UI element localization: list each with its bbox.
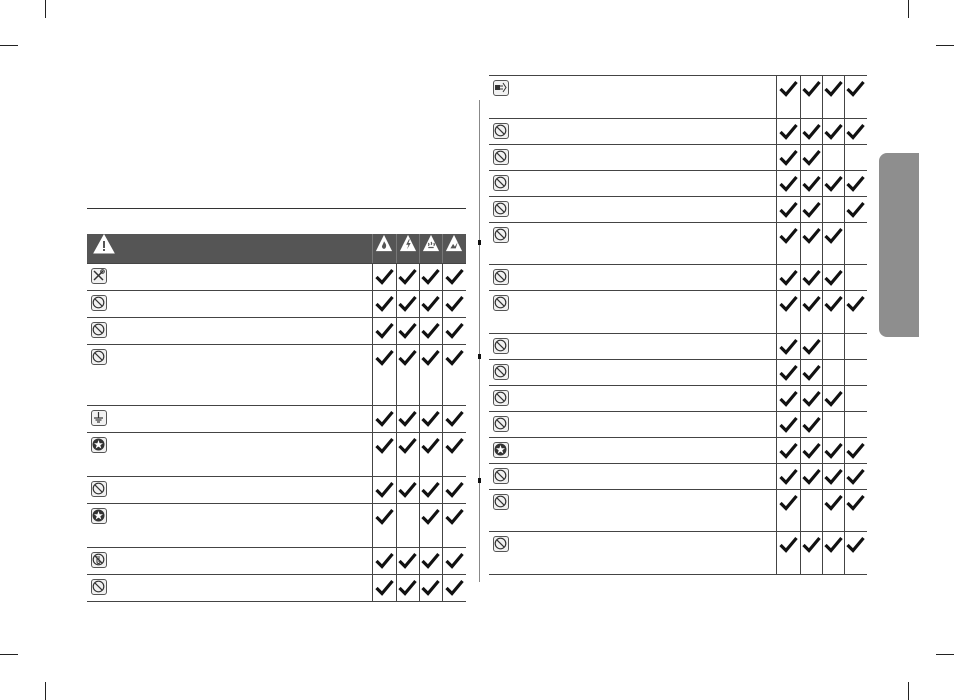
crop-mark: [936, 45, 954, 46]
checkmark-icon: [777, 149, 800, 166]
table-row: [87, 405, 466, 432]
checkmark-icon: [823, 175, 844, 192]
mandatory-star-icon: [493, 442, 509, 458]
checkmark-icon: [823, 269, 844, 286]
prohibited-icon: [493, 494, 509, 510]
checkmark-icon: [823, 295, 844, 312]
checkmark-cell: [822, 489, 844, 532]
table-row: [489, 222, 867, 265]
row-icon-cell: [489, 359, 776, 385]
checkmark-icon: [801, 536, 822, 553]
checkmark-cell: [372, 547, 396, 574]
prohibited-icon: [493, 269, 509, 285]
fire-hazard-icon: [375, 234, 393, 252]
checkmark-icon: [443, 268, 467, 285]
checkmark-cell: [396, 476, 419, 503]
checkmark-icon: [373, 552, 396, 569]
checkmark-cell: [396, 405, 419, 432]
checkmark-icon: [845, 123, 868, 140]
checkmark-icon: [397, 437, 419, 454]
checkmark-cell: [776, 385, 800, 411]
table-row: [489, 76, 867, 119]
row-icon-cell: [489, 76, 776, 119]
checkmark-icon: [397, 268, 419, 285]
checkmark-icon: [420, 552, 442, 569]
checkmark-cell: [442, 291, 466, 318]
checkmark-cell: [372, 574, 396, 601]
empty-cell: [844, 144, 867, 170]
checkmark-icon: [845, 494, 868, 511]
checkmark-cell: [800, 359, 822, 385]
checkmark-cell: [800, 532, 822, 575]
checkmark-icon: [777, 123, 800, 140]
checkmark-cell: [844, 291, 867, 334]
checkmark-icon: [845, 175, 868, 192]
checkmark-cell: [844, 489, 867, 532]
row-icon-cell: [489, 385, 776, 411]
checkmark-cell: [419, 432, 442, 476]
checkmark-icon: [443, 349, 467, 366]
crop-mark: [45, 0, 46, 18]
checkmark-cell: [776, 411, 800, 437]
checkmark-cell: [800, 265, 822, 291]
empty-cell: [844, 411, 867, 437]
prohibited-icon: [493, 338, 509, 354]
table-row: [87, 503, 466, 547]
checkmark-cell: [442, 318, 466, 345]
checkmark-cell: [419, 503, 442, 547]
checkmark-icon: [801, 442, 822, 459]
checkmark-cell: [822, 222, 844, 265]
checkmark-icon: [823, 468, 844, 485]
row-icon-cell: [489, 144, 776, 170]
empty-cell: [396, 503, 419, 547]
checkmark-icon: [777, 295, 800, 312]
header-fire-cell: [372, 234, 396, 264]
checkmark-cell: [776, 144, 800, 170]
checkmark-cell: [776, 291, 800, 334]
checkmark-icon: [443, 322, 467, 339]
checkmark-icon: [777, 201, 800, 218]
row-icon-cell: [489, 170, 776, 196]
crop-mark: [908, 0, 909, 18]
prohibited-icon: [493, 201, 509, 217]
row-icon-cell: [489, 291, 776, 334]
checkmark-icon: [373, 508, 396, 525]
prohibited-icon: [493, 295, 509, 311]
checkmark-cell: [844, 76, 867, 119]
checkmark-cell: [800, 411, 822, 437]
empty-cell: [844, 265, 867, 291]
checkmark-icon: [801, 416, 822, 433]
warning-icon: [93, 234, 115, 254]
row-icon-cell: [489, 118, 776, 144]
checkmark-icon: [823, 227, 844, 244]
checkmark-cell: [372, 318, 396, 345]
checkmark-cell: [396, 574, 419, 601]
checkmark-icon: [373, 410, 396, 427]
table-row: [489, 411, 867, 437]
checkmark-cell: [822, 170, 844, 196]
checkmark-icon: [845, 295, 868, 312]
mandatory-star-icon: [91, 437, 107, 453]
checkmark-cell: [372, 405, 396, 432]
checkmark-icon: [420, 579, 442, 596]
checkmark-icon: [845, 468, 868, 485]
hot-surface-icon: [422, 234, 440, 252]
checkmark-cell: [442, 476, 466, 503]
checkmark-cell: [844, 118, 867, 144]
checkmark-cell: [442, 547, 466, 574]
prohibited-icon: [91, 295, 107, 311]
checkmark-icon: [397, 552, 419, 569]
checkmark-icon: [777, 175, 800, 192]
row-icon-cell: [489, 463, 776, 489]
prohibited-icon: [91, 322, 107, 338]
checkmark-cell: [396, 547, 419, 574]
checkmark-cell: [822, 76, 844, 119]
checkmark-cell: [844, 463, 867, 489]
row-icon-cell: [489, 437, 776, 463]
checkmark-cell: [442, 345, 466, 406]
checkmark-cell: [372, 432, 396, 476]
table-row: [87, 291, 466, 318]
checkmark-cell: [419, 547, 442, 574]
table-row: [489, 437, 867, 463]
row-icon-cell: [87, 574, 372, 601]
row-icon-cell: [87, 318, 372, 345]
crop-mark: [45, 682, 46, 700]
checkmark-icon: [420, 481, 442, 498]
row-icon-cell: [87, 476, 372, 503]
table-row: [87, 547, 466, 574]
section-rule: [87, 208, 466, 209]
checkmark-cell: [776, 196, 800, 222]
checkmark-cell: [800, 118, 822, 144]
prohibited-icon: [493, 468, 509, 484]
table-row: [489, 118, 867, 144]
table-row: [489, 359, 867, 385]
checkmark-icon: [823, 442, 844, 459]
checkmark-icon: [777, 390, 800, 407]
checkmark-cell: [372, 476, 396, 503]
checkmark-cell: [776, 437, 800, 463]
table-row: [489, 333, 867, 359]
row-icon-cell: [489, 222, 776, 265]
checkmark-icon: [443, 508, 467, 525]
checkmark-icon: [443, 579, 467, 596]
checkmark-cell: [442, 405, 466, 432]
prohibited-icon: [91, 579, 107, 595]
prohibited-icon: [493, 364, 509, 380]
checkmark-cell: [822, 265, 844, 291]
checkmark-cell: [442, 264, 466, 291]
checkmark-icon: [845, 442, 868, 459]
checkmark-icon: [823, 536, 844, 553]
checkmark-icon: [397, 579, 419, 596]
prohibited-icon: [493, 175, 509, 191]
checkmark-cell: [396, 318, 419, 345]
checkmark-cell: [800, 196, 822, 222]
row-icon-cell: [87, 405, 372, 432]
checkmark-icon: [777, 494, 800, 511]
checkmark-icon: [823, 390, 844, 407]
table-row: [489, 196, 867, 222]
checkmark-cell: [776, 463, 800, 489]
checkmark-icon: [420, 410, 442, 427]
checkmark-cell: [419, 291, 442, 318]
table-row: [489, 489, 867, 532]
left-safety-table: [87, 234, 466, 602]
checkmark-cell: [800, 291, 822, 334]
checkmark-cell: [822, 291, 844, 334]
checkmark-icon: [777, 536, 800, 553]
row-icon-cell: [489, 333, 776, 359]
checkmark-icon: [373, 437, 396, 454]
checkmark-cell: [776, 170, 800, 196]
checkmark-icon: [845, 536, 868, 553]
checkmark-cell: [822, 118, 844, 144]
table-row: [87, 574, 466, 601]
checkmark-icon: [801, 149, 822, 166]
checkmark-icon: [443, 481, 467, 498]
checkmark-icon: [420, 349, 442, 366]
checkmark-icon: [443, 437, 467, 454]
checkmark-cell: [776, 265, 800, 291]
checkmark-cell: [800, 144, 822, 170]
empty-cell: [844, 385, 867, 411]
crop-mark: [908, 682, 909, 700]
header-warning-cell: [87, 234, 372, 264]
checkmark-cell: [396, 345, 419, 406]
checkmark-cell: [396, 291, 419, 318]
checkmark-cell: [776, 222, 800, 265]
checkmark-icon: [373, 481, 396, 498]
checkmark-cell: [419, 264, 442, 291]
empty-cell: [844, 222, 867, 265]
no-touch-icon: [91, 552, 107, 568]
checkmark-icon: [397, 410, 419, 427]
checkmark-icon: [801, 227, 822, 244]
row-icon-cell: [87, 345, 372, 406]
checkmark-icon: [373, 295, 396, 312]
tools-icon: [91, 268, 107, 284]
checkmark-icon: [801, 123, 822, 140]
checkmark-icon: [443, 295, 467, 312]
checkmark-cell: [800, 437, 822, 463]
checkmark-icon: [823, 494, 844, 511]
checkmark-icon: [801, 175, 822, 192]
prohibited-icon: [493, 149, 509, 165]
checkmark-cell: [419, 476, 442, 503]
checkmark-icon: [420, 295, 442, 312]
checkmark-cell: [800, 170, 822, 196]
checkmark-cell: [372, 264, 396, 291]
row-icon-cell: [87, 503, 372, 547]
table-row: [87, 345, 466, 406]
checkmark-icon: [397, 349, 419, 366]
row-icon-cell: [489, 196, 776, 222]
checkmark-cell: [419, 574, 442, 601]
checkmark-icon: [443, 410, 467, 427]
checkmark-icon: [845, 201, 868, 218]
checkmark-icon: [801, 364, 822, 381]
checkmark-icon: [777, 338, 800, 355]
checkmark-cell: [396, 264, 419, 291]
prohibited-icon: [91, 481, 107, 497]
checkmark-cell: [800, 333, 822, 359]
checkmark-icon: [823, 123, 844, 140]
checkmark-cell: [419, 405, 442, 432]
checkmark-icon: [777, 364, 800, 381]
checkmark-cell: [776, 118, 800, 144]
checkmark-icon: [823, 80, 844, 97]
chapter-side-tab: [879, 153, 919, 337]
registration-dot: [478, 354, 481, 359]
checkmark-cell: [372, 345, 396, 406]
table-header-row: [87, 234, 466, 264]
crop-mark: [936, 654, 954, 655]
checkmark-icon: [801, 338, 822, 355]
header-electric-cell: [396, 234, 419, 264]
checkmark-icon: [373, 579, 396, 596]
empty-cell: [822, 196, 844, 222]
checkmark-cell: [776, 532, 800, 575]
checkmark-icon: [845, 80, 868, 97]
table-row: [489, 265, 867, 291]
row-icon-cell: [87, 264, 372, 291]
row-icon-cell: [489, 489, 776, 532]
checkmark-icon: [397, 481, 419, 498]
row-icon-cell: [87, 291, 372, 318]
prohibited-icon: [91, 349, 107, 365]
table-row: [489, 463, 867, 489]
checkmark-cell: [776, 359, 800, 385]
checkmark-cell: [776, 489, 800, 532]
prohibited-icon: [493, 416, 509, 432]
checkmark-icon: [420, 268, 442, 285]
row-icon-cell: [489, 532, 776, 575]
explosion-icon: [445, 234, 463, 252]
table-row: [489, 385, 867, 411]
empty-cell: [822, 144, 844, 170]
checkmark-icon: [443, 552, 467, 569]
row-icon-cell: [87, 432, 372, 476]
checkmark-cell: [442, 574, 466, 601]
checkmark-icon: [801, 468, 822, 485]
checkmark-cell: [822, 437, 844, 463]
table-row: [87, 476, 466, 503]
checkmark-cell: [844, 196, 867, 222]
checkmark-cell: [844, 170, 867, 196]
checkmark-icon: [777, 227, 800, 244]
checkmark-cell: [372, 291, 396, 318]
checkmark-icon: [397, 322, 419, 339]
checkmark-cell: [822, 532, 844, 575]
checkmark-icon: [420, 322, 442, 339]
prohibited-icon: [493, 123, 509, 139]
checkmark-icon: [801, 390, 822, 407]
row-icon-cell: [489, 265, 776, 291]
checkmark-cell: [419, 345, 442, 406]
registration-dot: [478, 478, 481, 483]
checkmark-cell: [800, 222, 822, 265]
table-row: [489, 291, 867, 334]
crop-mark: [0, 654, 18, 655]
prohibited-icon: [493, 536, 509, 552]
empty-cell: [822, 359, 844, 385]
checkmark-icon: [777, 80, 800, 97]
table-row: [489, 144, 867, 170]
checkmark-icon: [801, 80, 822, 97]
checkmark-cell: [822, 385, 844, 411]
checkmark-cell: [442, 503, 466, 547]
checkmark-cell: [844, 437, 867, 463]
prohibited-icon: [493, 227, 509, 243]
checkmark-icon: [397, 295, 419, 312]
checkmark-icon: [777, 269, 800, 286]
table-row: [87, 432, 466, 476]
table-row: [489, 532, 867, 575]
checkmark-cell: [800, 463, 822, 489]
checkmark-cell: [419, 318, 442, 345]
header-explosion-cell: [442, 234, 466, 264]
empty-cell: [844, 333, 867, 359]
checkmark-icon: [373, 268, 396, 285]
header-hot-cell: [419, 234, 442, 264]
checkmark-icon: [801, 201, 822, 218]
ground-icon: [91, 410, 107, 426]
checkmark-icon: [801, 295, 822, 312]
checkmark-icon: [420, 437, 442, 454]
crop-mark: [0, 45, 18, 46]
checkmark-cell: [776, 333, 800, 359]
checkmark-cell: [776, 76, 800, 119]
checkmark-cell: [396, 432, 419, 476]
checkmark-cell: [442, 432, 466, 476]
checkmark-cell: [800, 385, 822, 411]
row-icon-cell: [87, 547, 372, 574]
empty-cell: [822, 411, 844, 437]
checkmark-cell: [372, 503, 396, 547]
checkmark-icon: [777, 416, 800, 433]
checkmark-cell: [800, 76, 822, 119]
checkmark-icon: [373, 349, 396, 366]
table-row: [87, 318, 466, 345]
checkmark-icon: [777, 468, 800, 485]
empty-cell: [844, 359, 867, 385]
table-row: [489, 170, 867, 196]
unplug-icon: [493, 80, 509, 96]
table-row: [87, 264, 466, 291]
empty-cell: [822, 333, 844, 359]
mandatory-star-icon: [91, 508, 107, 524]
right-safety-table: [489, 75, 867, 575]
checkmark-icon: [420, 508, 442, 525]
prohibited-icon: [493, 390, 509, 406]
gutter-line: [479, 100, 480, 582]
checkmark-icon: [777, 442, 800, 459]
checkmark-icon: [373, 322, 396, 339]
registration-dot: [478, 240, 481, 245]
electric-shock-icon: [399, 234, 417, 252]
checkmark-icon: [801, 269, 822, 286]
checkmark-cell: [822, 463, 844, 489]
empty-cell: [800, 489, 822, 532]
row-icon-cell: [489, 411, 776, 437]
checkmark-cell: [844, 532, 867, 575]
